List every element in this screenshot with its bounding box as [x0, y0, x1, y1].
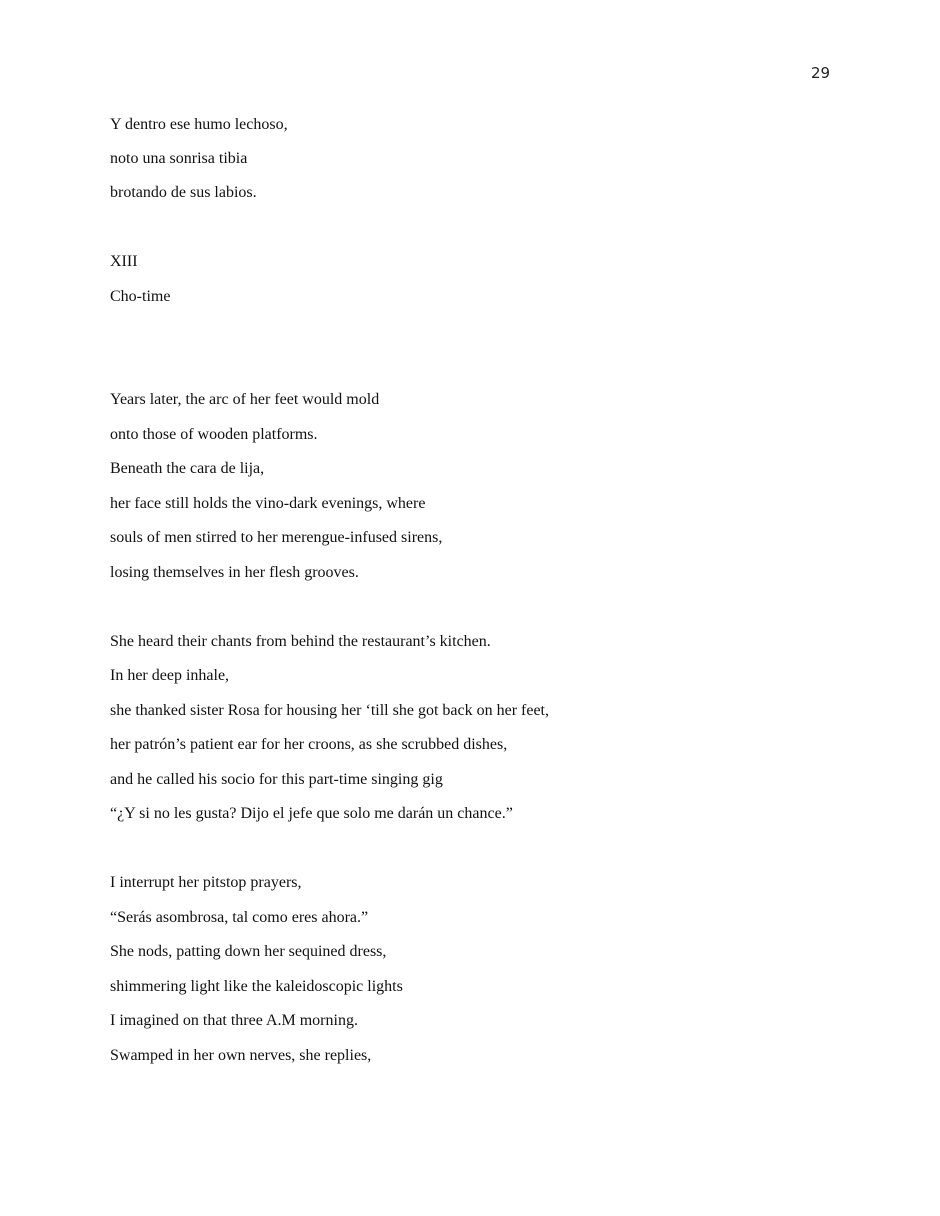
poem-line: onto those of wooden platforms. — [110, 426, 318, 443]
poem-line: I interrupt her pitstop prayers, — [110, 874, 302, 891]
poem-line: she thanked sister Rosa for housing her ‘till she got back on her feet, — [110, 702, 549, 719]
poem-line: She nods, patting down her sequined dress, — [110, 943, 387, 960]
poem-line: and he called his socio for this part-time singing gig — [110, 771, 443, 788]
poem-line: Cho-time — [110, 288, 171, 305]
poem-line: “¿Y si no les gusta? Dijo el jefe que solo me darán un chance.” — [110, 805, 513, 822]
poem-line: souls of men stirred to her merengue-infused sirens, — [110, 529, 443, 546]
poem-line: XIII — [110, 253, 138, 270]
poem-line: her face still holds the vino-dark evenings, where — [110, 495, 426, 512]
poem-line: losing themselves in her flesh grooves. — [110, 564, 359, 581]
poem-line: shimmering light like the kaleidoscopic lights — [110, 978, 403, 995]
poem-line: Y dentro ese humo lechoso, — [110, 116, 288, 133]
poem-line: brotando de sus labios. — [110, 184, 257, 201]
poem-line: I imagined on that three A.M morning. — [110, 1012, 358, 1029]
page-number: 29 — [811, 64, 831, 82]
poem-line: Swamped in her own nerves, she replies, — [110, 1047, 372, 1064]
poem-line: “Serás asombrosa, tal como eres ahora.” — [110, 909, 369, 926]
poem-line: Years later, the arc of her feet would mold — [110, 391, 380, 408]
poem-line: She heard their chants from behind the restaurant’s kitchen. — [110, 633, 491, 650]
poem-line: In her deep inhale, — [110, 667, 230, 684]
poem-line: noto una sonrisa tibia — [110, 150, 248, 167]
poem-line: Beneath the cara de lija, — [110, 460, 265, 477]
poem-line: her patrón’s patient ear for her croons, as she scrubbed dishes, — [110, 736, 508, 753]
